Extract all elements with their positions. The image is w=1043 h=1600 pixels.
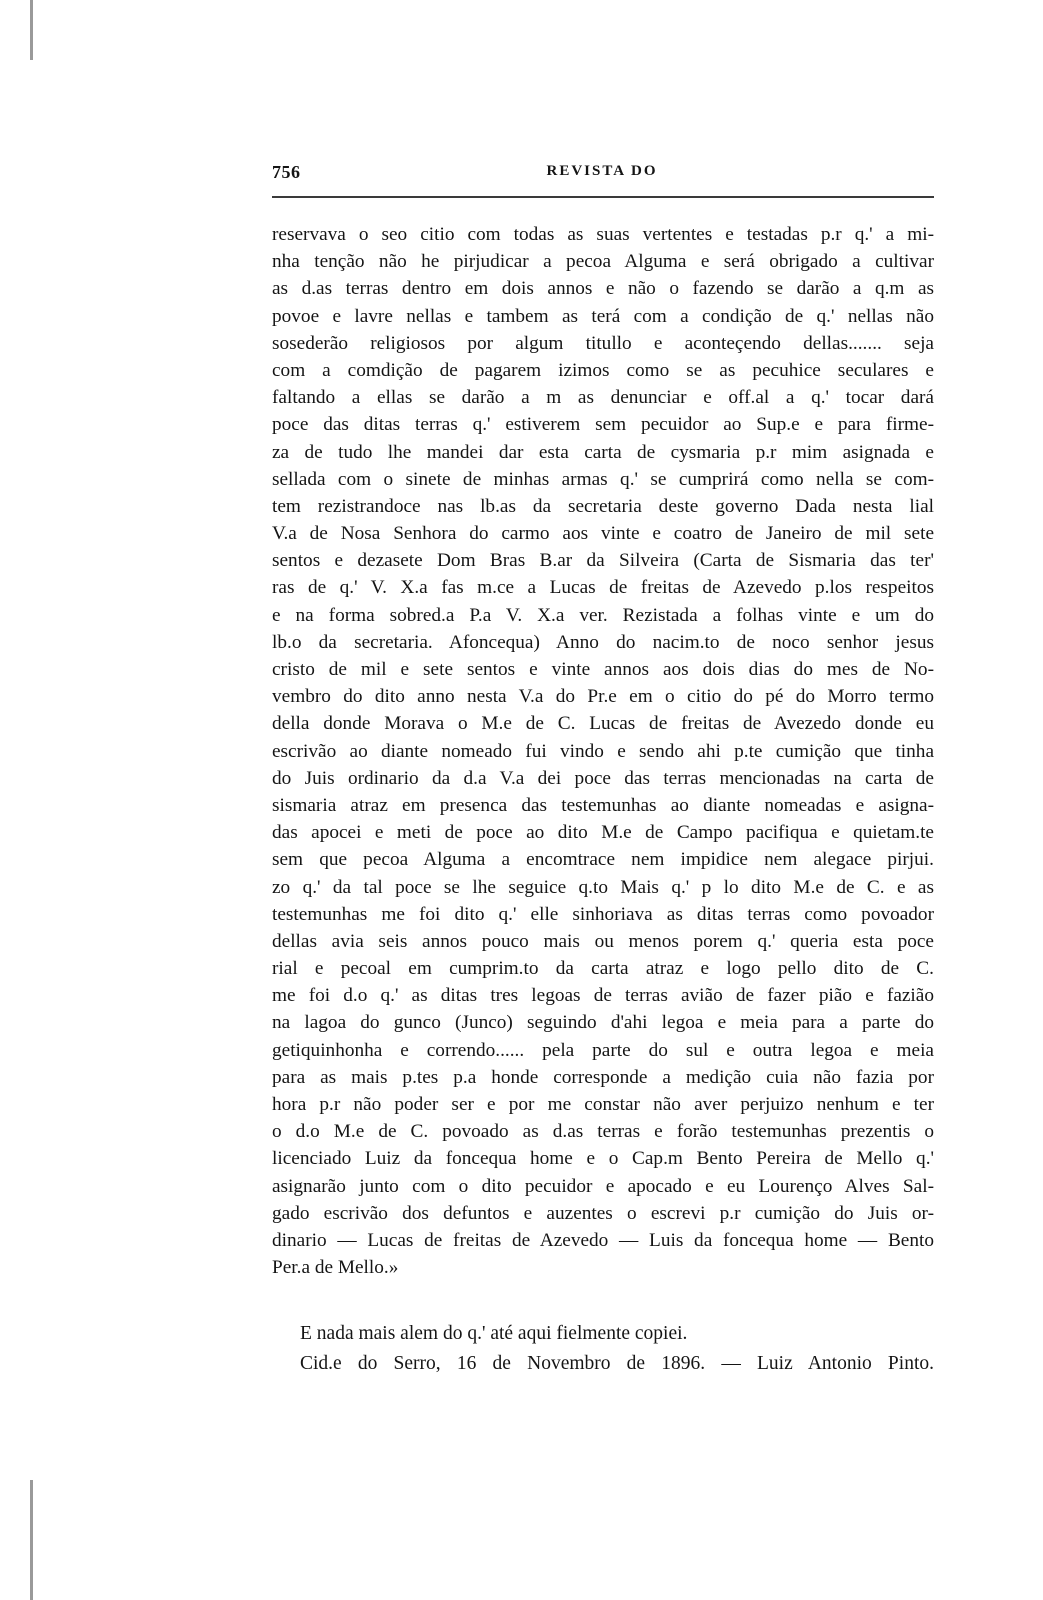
text-line: o d.o M.e de C. povoado as d.as terras e forão testemunhas prezentis o [272,1121,934,1143]
text-line: ras de q.' V. X.a fas m.ce a Lucas de freitas de Azevedo p.los respeitos [272,577,934,599]
text-line: nha tenção não he pirjudicar a pecoa Alguma e será obrigado a cultivar [272,251,934,273]
text-line: para as mais p.tes p.a honde corresponde a medição cuia não fazia por [272,1066,934,1088]
text-line: vembro do dito anno nesta V.a do Pr.e em o citio do pé do Morro termo [272,686,934,708]
text-line: das apocei e meti de poce ao dito M.e de Campo pacifiqua e quietam.te [272,822,934,844]
text-line: do Juis ordinario da d.a V.a dei poce das terras mencionadas na carta de [272,767,934,789]
text-line: asignarão junto com o dito pecuidor e apocado e eu Lourenço Alves Sal- [272,1175,934,1197]
closing-text: E nada mais alem do q.' até aqui fielmente copiei. [300,1323,688,1344]
text-line: dinario — Lucas de freitas de Azevedo — Luis da foncequa home — Bento [272,1229,934,1251]
text-line: sismaria atraz em presenca das testemunhas ao diante nomeadas e asigna- [272,794,934,816]
text-line: cristo de mil e sete sentos e vinte annos aos dois dias do mes de No- [272,659,934,680]
text-line: sentos e dezasete Dom Bras B.ar da Silveira (Carta de Sismaria das ter' [272,550,934,572]
text-line: escrivão ao diante nomeado fui vindo e sendo ahi p.te cumição que tinha [272,740,934,762]
page-header [272,162,932,186]
text-line: V.a de Nosa Senhora do carmo aos vinte e coatro de Janeiro de mil sete [272,523,934,545]
text-line: sem que pecoa Alguma a encomtrace nem impidice nem alegace pirjui. [272,849,934,871]
text-line: me foi d.o q.' as ditas tres legoas de terras avião de fazer pião e fazião [272,985,934,1007]
text-line: zo q.' da tal poce se lhe seguice q.to Mais q.' p lo dito M.e de C. e as [272,876,934,898]
text-line: sellada com o sinete de minhas armas q.' se cumprirá como nella se com- [272,468,934,490]
binding-edge-mark [30,0,33,60]
text-line: e na forma sobred.a P.a V. X.a ver. Rezistada a folhas vinte e um do [272,604,934,626]
text-line: reservava o seo citio com todas as suas vertentes e testadas p.r q.' a mi- [272,224,934,245]
text-line: sosederão religiosos por algum titullo e aconteçendo dellas....... seja [272,332,934,354]
closing-line-2 [300,1350,934,1377]
text-line: na lagoa do gunco (Junco) seguindo d'ahi legoa e meia para a parte do [272,1012,934,1034]
page-number: 756 [272,162,301,182]
running-head: REVISTA DO [546,163,658,179]
text-line: hora p.r não poder ser e por me constar não aver perjuizo nenhum e ter [272,1094,934,1115]
text-line: poce das ditas terras q.' estiverem sem pecuidor ao Sup.e e para firme- [272,414,934,436]
header-rule [272,196,934,198]
text-line: della donde Morava o M.e de C. Lucas de freitas de Avezedo donde eu [272,713,934,735]
text-line: testemunhas me foi dito q.' elle sinhoriava as ditas terras como povoador [272,903,934,925]
text-line: Per.a de Mello.» [272,1257,399,1279]
text-line: rial e pecoal em cumprim.to da carta atraz e logo pello dito de C. [272,958,934,980]
text-line: tem rezistrandoce nas lb.as da secretaria deste governo Dada nesta lial [272,495,934,517]
text-line: com a comdição de pagarem izimos como se as pecuhice seculares e [272,359,934,381]
text-line: dellas avia seis annos pouco mais ou menos porem q.' queria esta poce [272,930,934,952]
text-line: lb.o da secretaria. Afoncequa) Anno do nacim.to de noco senhor jesus [272,631,934,653]
text-line: as d.as terras dentro em dois annos e não o fazendo se darão a q.m as [272,278,934,300]
binding-edge-mark [30,1480,33,1600]
text-line: gado escrivão dos defuntos e auzentes o escrevi p.r cumição do Juis or- [272,1202,934,1224]
text-line: faltando a ellas se darão a m as denunciar e off.al a q.' tocar dará [272,387,934,409]
signature-line: Cid.e do Serro, 16 de Novembro de 1896. — Luiz Antonio Pinto. [300,1353,934,1374]
text-line: za de tudo lhe mandei dar esta carta de cysmaria p.r mim asignada e [272,441,934,463]
document-body [272,221,934,1281]
closing-line-1 [300,1320,934,1347]
text-line: povoe e lavre nellas e tambem as terá com a condição de q.' nellas não [272,305,934,327]
text-line: getiquinhonha e correndo...... pela parte do sul e outra legoa e meia [272,1039,934,1061]
text-line: licenciado Luiz da foncequa home e o Cap.m Bento Pereira de Mello q.' [272,1148,934,1170]
